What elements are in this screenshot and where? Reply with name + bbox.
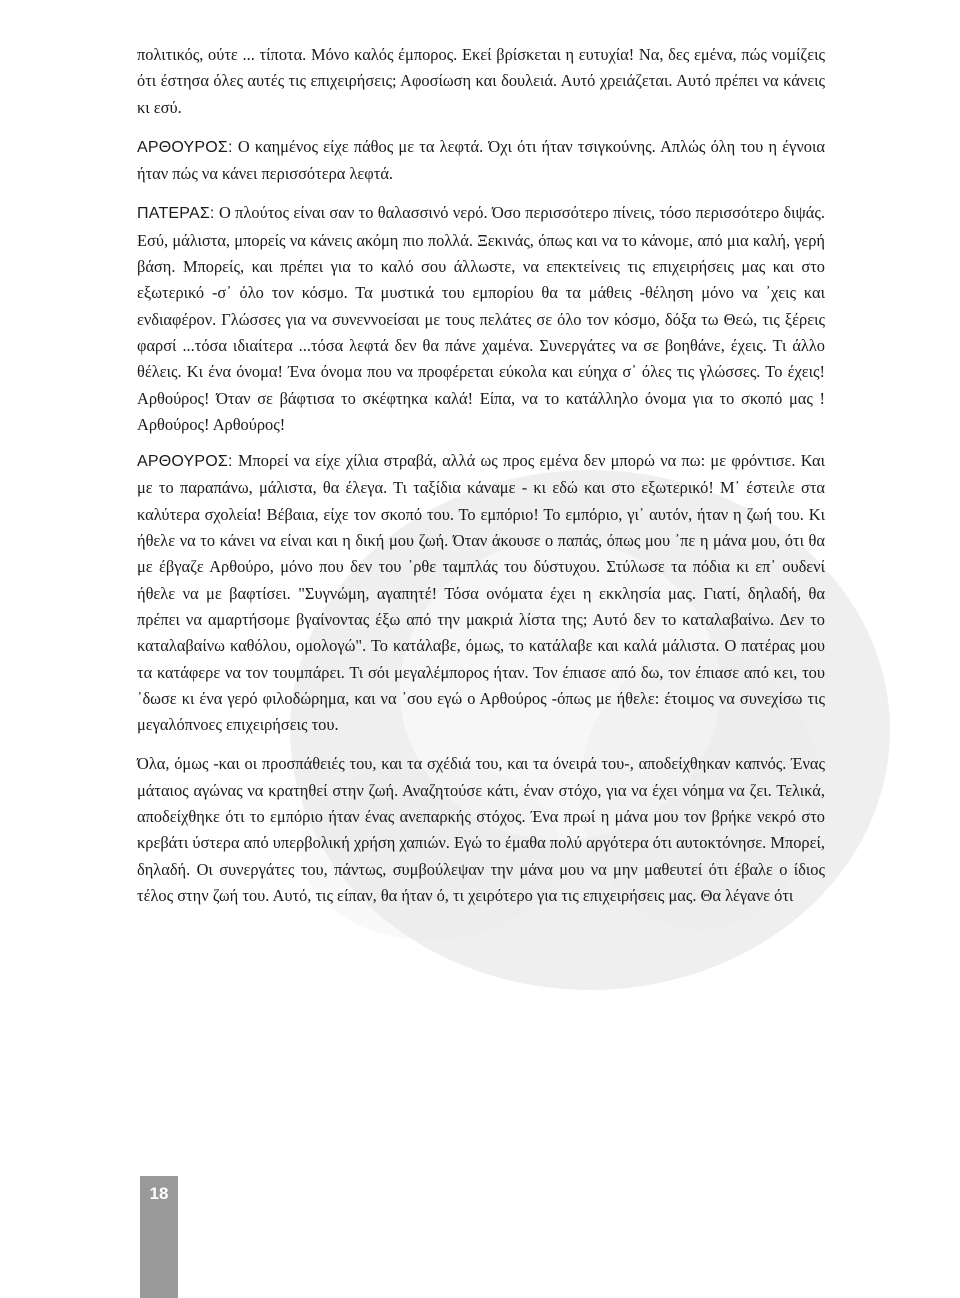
speaker-label: ΠΑΤΕΡΑΣ: (137, 205, 215, 223)
dialogue-text: Ο καημένος είχε πάθος με τα λεφτά. Όχι ότι ήταν τσιγκούνης. Απλώς όλη του η έγνοια ήταν πώς να κάνει περισσότερα λεφτά. (137, 136, 825, 184)
dialogue-pateras (137, 200, 825, 438)
dialogue-text: Ο πλούτος είναι σαν το θαλασσινό νερό. Όσο περισσότερο πίνεις, τόσο περισσότερο διψάς. Εσύ, μάλιστα, μπορείς να κάνεις ακόμη πιο πολλά. Ξεκινάς, όπως και να το κάνομε, από μια καλή, γερή βάση. Μπορείς, και πρέπει για το καλό σου άλλωστε, να επεκτείνεις τις επιχειρήσεις μας και στο εξωτερικό -σ᾽ όλο τον κόσμο. Τα μυστικά του εμπορίου θα τα μάθεις -θέληση μόνο να ᾽χεις και ενδιαφέρον. Γλώσσες για να συνεννοείσαι με τους πελάτες σε όλο τον κόσμο, δόξα τω Θεώ, τις ξέρεις φαρσί ...τόσα ιδιαίτερα ...τόσα λεφτά δεν θα πάνε χαμένα. Συνεργάτες να σε βοηθάνε, έχεις. Τι άλλο θέλεις. Κι ένα όνομα! Ένα όνομα που να προφέρεται εύκολα και εύηχα σ᾽ όλες τις γλώσσες. Το έχεις! Αρθούρος! Όταν σε βάφτισα το σκέφτηκα καλά! Είπα, να το κατάλληλο όνομα για το σκοπό μας ! Αρθούρος! Αρθούρος! (137, 203, 825, 434)
page-number-tab (140, 1176, 178, 1298)
speaker-label: ΑΡΘΟΥΡΟΣ: (137, 138, 233, 156)
paragraph-text: Όλα, όμως -και οι προσπάθειές του, και τα σχέδιά του, και τα όνειρά του-, αποδείχθηκαν καπνός. Ένας μάταιος αγώνας να κρατηθεί στην ζωή. Αναζητούσε κάτι, έναν στόχο, για να έχει νόημα να ζει. Τελικά, αποδείχθηκε ότι το εμπόριο ήταν ένας ανεπαρκής στόχος. Ένα πρωί η μάνα μου τον βρήκε νεκρό στο κρεβάτι ύστερα από υπερβολική χρήση χαπιών. Εγώ το έμαθα πολύ αργότερα ότι αυτοκτόνησε. Μπορεί, δηλαδή. Οι συνεργάτες του, πάντως, συμβούλεψαν την μάνα μου να μην μαθευτεί ότι έβαλε ο ίδιος τέλος στην ζωή του. Αυτό, τις είπαν, θα ήταν ό, τι χειρότερο για τις επιχειρήσεις μας. Θα λέγανε ότι (137, 754, 825, 905)
page-body (137, 42, 825, 909)
paragraph-text: πολιτικός, ούτε ... τίποτα. Μόνο καλός έμπορος. Εκεί βρίσκεται η ευτυχία! Να, δες εμένα, πώς νομίζεις ότι έστησα όλες αυτές τις επιχειρήσεις; Αφοσίωση και δουλειά. Αυτό χρειάζεται. Αυτό πρέπει να κάνεις κι εσύ. (137, 45, 825, 117)
paragraph-closing (137, 751, 825, 909)
speaker-label: ΑΡΘΟΥΡΟΣ: (137, 453, 233, 471)
paragraph-intro (137, 42, 825, 121)
dialogue-arthouros-2 (137, 448, 825, 738)
dialogue-text: Μπορεί να είχε χίλια στραβά, αλλά ως προς εμένα δεν μπορώ να πω: με φρόντισε. Και με το παραπάνω, μάλιστα, θα έλεγα. Τι ταξίδια κάναμε - κι εδώ και στο εξωτερικό! Μ᾽ έστειλε στα καλύτερα σχολεία! Βέβαια, είχε τον σκοπό του. Το εμπόριο! Το εμπόριο, γι᾽ αυτόν, ήταν η ζωή του. Κι ήθελε να το κάνει να είναι και η δική μου ζωή. Όταν άκουσε ο παπάς, όπως μου ᾽πε η μάνα μου, ότι θα με έβγαζε Αρθούρο, μόνο που δεν του ᾽ρθε ταμπλάς του δύστυχου. Στύλωσε τα πόδια κι επ᾽ ουδενί ήθελε να με βαφτίσει. "Συγνώμη, αγαπητέ! Τόσα ονόματα έχει η εκκλησία μας. Γιατί, δηλαδή, θα πρέπει να αμαρτήσομε βγαίνοντας έξω από την μακριά λίστα της; Αυτό δεν το καταλαβαίνω. Δεν το καταλαβαίνω καθόλου, ομολογώ". Το κατάλαβε, όμως, το κατάλαβε και καλά μάλιστα. Ο πατέρας μου τα κατάφερε να τον τουμπάρει. Τι σόι μεγαλέμπορος ήταν. Τον έπιασε από δω, τον έπιασε από κει, του ᾽δωσε κι ένα γερό φιλοδώρημα, και να ᾽σου εγώ ο Αρθούρος -όπως με ήθελε: έτοιμος να συνεχίσω τις μεγαλόπνοες επιχειρήσεις του. (137, 451, 825, 735)
page-number: 18 (149, 1184, 169, 1203)
dialogue-arthouros-1 (137, 134, 825, 188)
